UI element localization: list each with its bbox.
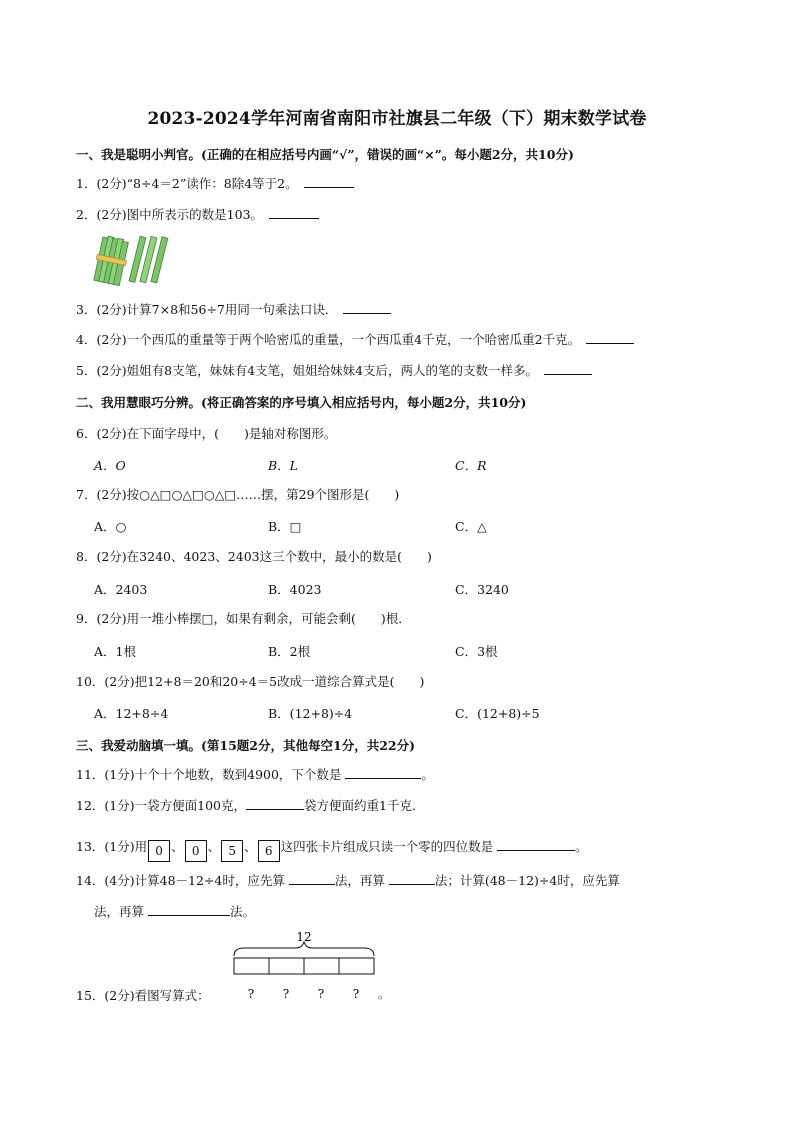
question-2-text: 2．(2分)图中所表示的数是103。	[76, 207, 264, 222]
option-8a[interactable]: A．2403	[94, 582, 148, 597]
question-12-end: 袋方便面约重1千克．	[303, 798, 425, 813]
option-10c[interactable]: C．(12+8)÷5	[455, 706, 540, 721]
division-diagram	[226, 928, 391, 1006]
question-11-text: 11．(1分)十个十个地数，数到4900，下个数是	[76, 767, 342, 782]
question-3-text: 3．(2分)计算7×8和56÷7用同一句乘法口诀．	[76, 302, 338, 317]
option-7b[interactable]: B．□	[268, 519, 302, 534]
question-14-line-2	[94, 903, 255, 921]
option-9c[interactable]: C．3根	[455, 644, 498, 659]
option-8c[interactable]: C．3240	[455, 582, 509, 597]
unknown-mark: ?	[317, 987, 325, 1001]
answer-blank[interactable]	[343, 301, 391, 314]
option-6a[interactable]: A．O	[94, 458, 126, 473]
question-13-end: 。	[575, 839, 588, 854]
question-15-end: 。	[378, 987, 391, 1001]
question-12-text: 12．(1分)一袋方便面100克，	[76, 798, 246, 813]
question-8: 8．(2分)在3240、4023、2403这三个数中，最小的数是( )	[76, 549, 432, 564]
answer-blank[interactable]	[289, 872, 335, 885]
option-10b[interactable]: B．(12+8)÷4	[268, 706, 353, 721]
option-9b[interactable]: B．2根	[268, 644, 311, 659]
question-10: 10．(2分)把12+8＝20和20÷4＝5改成一道综合算式是( )	[76, 674, 425, 689]
question-14-text-e: 法。	[230, 904, 256, 919]
unknown-mark: ?	[282, 987, 290, 1001]
option-6b[interactable]: B．L	[268, 458, 298, 473]
question-15	[76, 987, 210, 1005]
separator: 、	[207, 839, 221, 854]
answer-blank[interactable]	[389, 872, 435, 885]
option-8b[interactable]: B．4023	[268, 582, 322, 597]
answer-blank[interactable]	[497, 838, 575, 851]
answer-blank[interactable]	[148, 903, 230, 916]
answer-blank[interactable]	[304, 175, 354, 188]
answer-blank[interactable]	[586, 331, 634, 344]
section-heading-1: 一、我是聪明小判官。(正确的在相应括号内画“√”，错误的画“×”。每小题2分，共10分)	[76, 147, 574, 162]
unknown-mark: ?	[247, 987, 255, 1001]
diagram-total-label: 12	[296, 930, 312, 944]
page-title: 2023-2024学年河南省南阳市社旗县二年级（下）期末数学试卷	[147, 109, 647, 129]
option-7a[interactable]: A．○	[94, 519, 127, 534]
question-3	[76, 301, 391, 319]
question-6: 6．(2分)在下面字母中，( )是轴对称图形。	[76, 426, 337, 441]
unknown-mark: ?	[352, 987, 360, 1001]
answer-blank[interactable]	[269, 206, 319, 219]
section-heading-3: 三、我爱动脑填一填。(第15题2分，其他每空1分，共22分)	[76, 738, 416, 753]
question-11-end: 。	[421, 767, 434, 782]
answer-blank[interactable]	[345, 766, 421, 779]
question-1-text: 1．(2分)“8÷4＝2”读作：8除4等于2。	[76, 176, 298, 191]
option-7c[interactable]: C．△	[455, 519, 487, 534]
question-12	[76, 797, 424, 815]
question-14-text-c: 法；计算(48－12)÷4时，应先算	[434, 873, 620, 888]
question-14-text-a: 14．(4分)计算48－12÷4时，应先算	[76, 873, 285, 888]
question-5-text: 5．(2分)姐姐有8支笔，妹妹有4支笔，姐姐给妹妹4支后，两人的笔的支数一样多。	[76, 363, 539, 378]
question-15-text: 15．(2分)看图写算式：	[76, 988, 210, 1003]
option-10a[interactable]: A．12+8÷4	[94, 706, 169, 721]
question-13	[76, 838, 588, 862]
question-2	[76, 206, 319, 224]
question-4-text: 4．(2分)一个西瓜的重量等于两个哈密瓜的重量，一个西瓜重4千克，一个哈密瓜重2千克。	[76, 332, 581, 347]
separator: 、	[171, 839, 184, 854]
digit-card: 5	[221, 840, 243, 862]
question-7: 7．(2分)按○△□○△□○△□……摆，第29个图形是( )	[76, 487, 400, 502]
option-9a[interactable]: A．1根	[94, 644, 136, 659]
question-4	[76, 331, 634, 349]
question-14-text-b: 法，再算	[334, 873, 385, 888]
separator: 、	[244, 839, 257, 854]
question-1	[76, 175, 354, 193]
question-9: 9．(2分)用一堆小棒摆□，如果有剩余，可能会剩( )根．	[76, 611, 411, 626]
option-6c[interactable]: C．R	[455, 458, 487, 473]
question-14-line-1	[76, 872, 620, 890]
answer-blank[interactable]	[544, 362, 592, 375]
answer-blank[interactable]	[246, 797, 304, 810]
question-11	[76, 766, 434, 784]
brace	[234, 942, 374, 956]
section-heading-2: 二、我用慧眼巧分辨。(将正确答案的序号填入相应括号内，每小题2分，共10分)	[76, 395, 527, 410]
question-5	[76, 362, 592, 380]
digit-card: 0	[148, 840, 170, 862]
question-14-text-d: 法，再算	[94, 904, 145, 919]
question-13-text: 13．(1分)用	[76, 839, 148, 854]
question-13-text-2: 这四张卡片组成只读一个零的四位数是	[280, 839, 494, 854]
sticks-bundle-image	[92, 234, 172, 290]
digit-card: 0	[185, 840, 207, 862]
digit-card: 6	[258, 840, 280, 862]
